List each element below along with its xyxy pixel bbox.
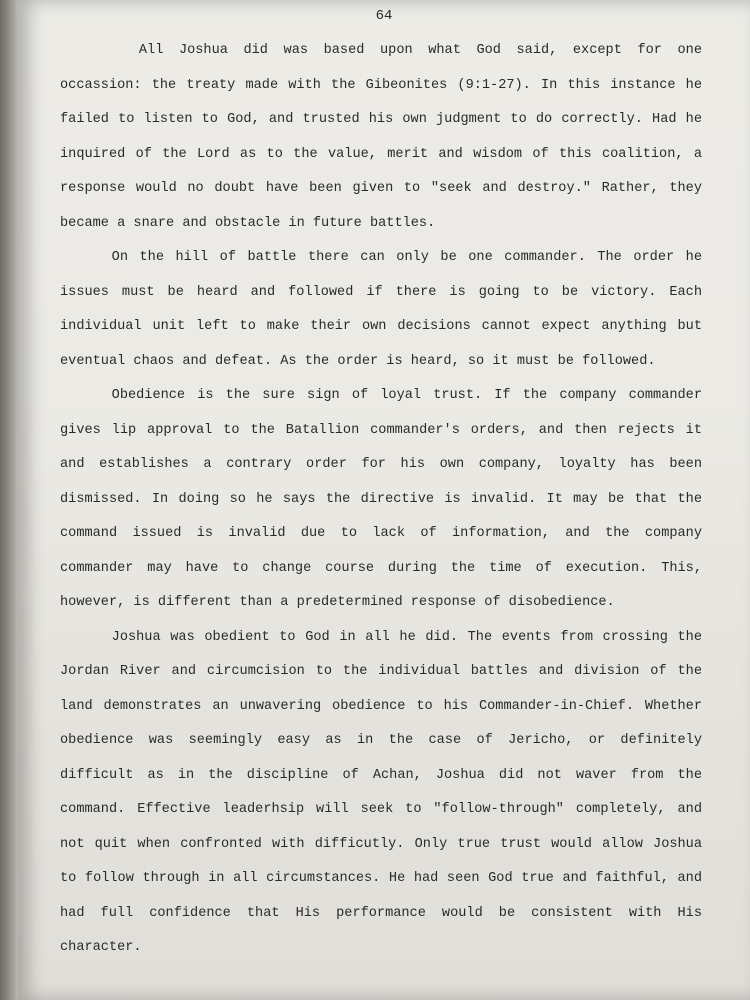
paragraph-gibeonite-treaty: All Joshua did was based upon what God said, except for one occassion: the treaty made with the Gibeonites (9:1-27). In this instance he failed to listen to God, and trusted his own judgment to do correctly. Had he inquired of the Lord as to the value, merit and wisdom of this coalition, a response would no doubt have been given to "seek and destroy." Rather, they became a snare and obstacle in future battles. — [60, 43, 702, 231]
body-text — [60, 34, 702, 966]
paragraph-one-commander: On the hill of battle there can only be one commander. The order he issues must be heard and followed if there is going to be victory. Each individual unit left to make their own decisions cannot expect anything but eventual chaos and defeat. As the order is heard, so it must be followed. — [60, 250, 702, 369]
page-number: 64 — [375, 8, 393, 24]
book-page — [18, 0, 750, 1000]
paragraph-obedience-loyal-trust: Obedience is the sure sign of loyal trust. If the company commander gives lip approval to the Batallion commander's orders, and then rejects it and establishes a contrary order for his own company, loyalty has been dismissed. In doing so he says the directive is invalid. It may be that the command issued is invalid due to lack of information, and the company commander may have to change course during the time of execution. This, however, is different than a predetermined response of disobedience. — [60, 388, 702, 610]
paragraph-joshua-obedient: Joshua was obedient to God in all he did. The events from crossing the Jordan River and circumcision to the individual battles and division of the land demonstrates an unwavering obedience to his Commander-in-Chief. Whether obedience was seemingly easy as in the case of Jericho, or definitely difficult as in the discipline of Achan, Joshua did not waver from the command. Effective leaderhsip will seek to "follow-through" completely, and not quit when confronted with difficutly. Only true trust would allow Joshua to follow through in all circumstances. He had seen God true and faithful, and had full confidence that His performance would be consistent with His character. — [60, 629, 702, 955]
